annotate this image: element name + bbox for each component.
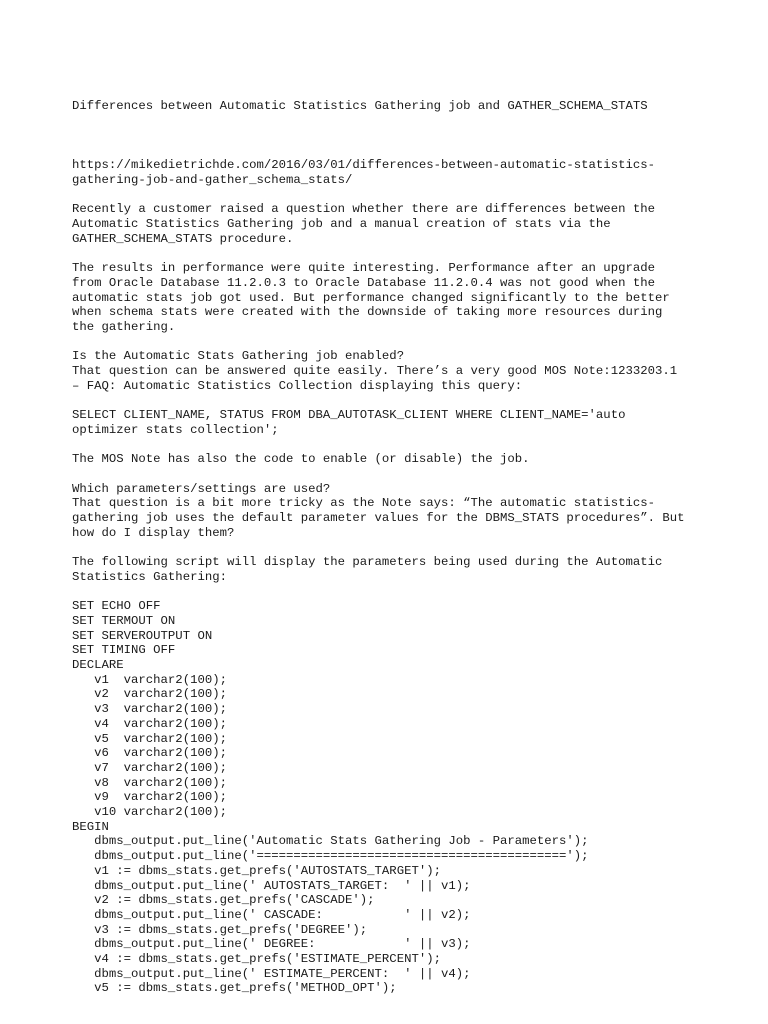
enabled-line: Is the Automatic Stats Gathering job enabled?	[72, 349, 405, 364]
code-line: dbms_output.put_line('==========================================');	[72, 849, 589, 864]
code-line: v10 varchar2(100);	[72, 805, 227, 820]
code-line: v4 varchar2(100);	[72, 716, 227, 731]
results-line: automatic stats job got used. But performance changed significantly to the better	[72, 290, 670, 305]
enabled-line: That question can be answered quite easily. There’s a very good MOS Note:1233203.1	[72, 364, 678, 378]
script-intro-line: The following script will display the parameters being used during the Automatic	[72, 555, 663, 570]
code-block	[72, 599, 712, 996]
query-line: optimizer stats collection';	[72, 422, 279, 437]
mos-line: The MOS Note has also the code to enable (or disable) the job.	[72, 452, 530, 467]
title-line: Differences between Automatic Statistics Gathering job and GATHER_SCHEMA_STATS	[72, 99, 648, 114]
code-line: dbms_output.put_line(' AUTOSTATS_TARGET: ' || v1);	[72, 878, 471, 893]
code-line: dbms_output.put_line(' DEGREE: ' || v3);	[72, 937, 471, 952]
results-line: when schema stats were created with the downside of taking more resources during	[72, 305, 663, 320]
script-intro-line: Statistics Gathering:	[72, 569, 227, 584]
code-line: v6 varchar2(100);	[72, 746, 227, 761]
code-line: BEGIN	[72, 819, 109, 834]
results-line: The results in performance were quite interesting. Performance after an upgrade	[72, 261, 655, 276]
parameters-line: gathering job uses the default parameter values for the DBMS_STATS procedures”. But	[72, 510, 685, 525]
code-line: v5 := dbms_stats.get_prefs('METHOD_OPT');	[72, 981, 397, 996]
document-page	[72, 70, 712, 996]
url-line: gathering-job-and-gather_schema_stats/	[72, 172, 353, 187]
query-paragraph	[72, 408, 712, 437]
url-line: https://mikedietrichde.com/2016/03/01/differences-between-automatic-statistics-	[72, 158, 655, 173]
code-line: v7 varchar2(100);	[72, 760, 227, 775]
results-line: the gathering.	[72, 319, 176, 334]
parameters-line: That question is a bit more tricky as the Note says: “The automatic statistics-	[72, 496, 655, 511]
intro-paragraph	[72, 202, 712, 246]
code-line: dbms_output.put_line('Automatic Stats Gathering Job - Parameters');	[72, 834, 589, 849]
code-line: v3 varchar2(100);	[72, 702, 227, 717]
source-url[interactable]	[72, 158, 712, 187]
parameters-line: how do I display them?	[72, 525, 235, 540]
code-line: v1 varchar2(100);	[72, 672, 227, 687]
mos-paragraph	[72, 452, 712, 467]
intro-line: GATHER_SCHEMA_STATS procedure.	[72, 231, 294, 246]
parameters-line: Which parameters/settings are used?	[72, 481, 331, 496]
code-line: v8 varchar2(100);	[72, 775, 227, 790]
code-line: dbms_output.put_line(' CASCADE: ' || v2);	[72, 907, 471, 922]
code-line: DECLARE	[72, 657, 124, 672]
code-line: v9 varchar2(100);	[72, 790, 227, 805]
enabled-paragraph	[72, 349, 712, 393]
code-line: v3 := dbms_stats.get_prefs('DEGREE');	[72, 922, 368, 937]
intro-line: Recently a customer raised a question whether there are differences between the	[72, 202, 655, 217]
code-line: SET TERMOUT ON	[72, 613, 176, 628]
code-line: v1 := dbms_stats.get_prefs('AUTOSTATS_TARGET');	[72, 863, 441, 878]
code-line: v4 := dbms_stats.get_prefs('ESTIMATE_PERCENT');	[72, 952, 441, 967]
results-paragraph	[72, 261, 712, 335]
script-intro-paragraph	[72, 555, 712, 584]
results-line: from Oracle Database 11.2.0.3 to Oracle Database 11.2.0.4 was not good when the	[72, 275, 655, 290]
code-line: v2 varchar2(100);	[72, 687, 227, 702]
code-line: v5 varchar2(100);	[72, 731, 227, 746]
parameters-paragraph	[72, 482, 712, 541]
code-line: dbms_output.put_line(' ESTIMATE_PERCENT: ' || v4);	[72, 966, 471, 981]
code-line: SET ECHO OFF	[72, 599, 161, 614]
enabled-line: – FAQ: Automatic Statistics Collection displaying this query:	[72, 378, 523, 393]
code-line: SET TIMING OFF	[72, 643, 176, 658]
document-title	[72, 70, 712, 144]
intro-line: Automatic Statistics Gathering job and a manual creation of stats via the	[72, 217, 611, 231]
code-line: v2 := dbms_stats.get_prefs('CASCADE');	[72, 893, 375, 908]
query-line: SELECT CLIENT_NAME, STATUS FROM DBA_AUTOTASK_CLIENT WHERE CLIENT_NAME='auto	[72, 408, 626, 423]
code-line: SET SERVEROUTPUT ON	[72, 628, 213, 643]
